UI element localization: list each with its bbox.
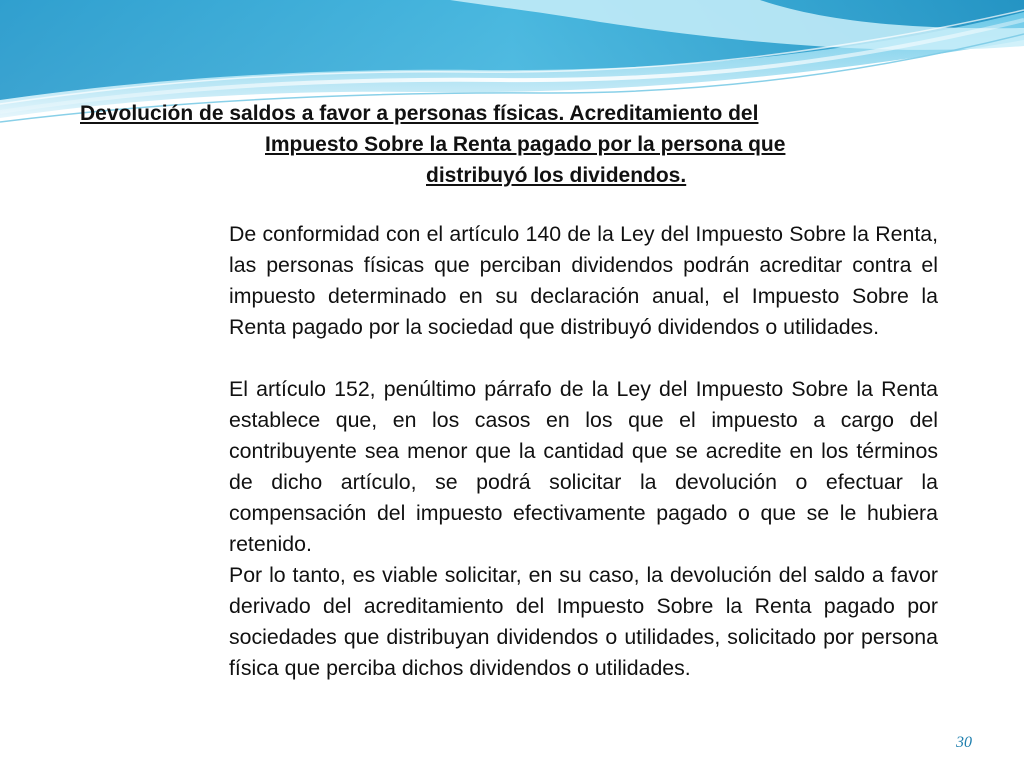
paragraph-spacer	[229, 343, 938, 374]
paragraph-article-140: De conformidad con el artículo 140 de la Ley del Impuesto Sobre la Renta, las personas físicas que perciban dividendos podrán acreditar contra el impuesto determinado en su declaración anual, el Impuesto Sobre la Renta pagado por la sociedad que distribuyó dividendos o utilidades.	[229, 222, 938, 339]
paragraph-article-152: El artículo 152, penúltimo párrafo de la Ley del Impuesto Sobre la Renta establece que, en los casos en los que el impuesto a cargo del contribuyente sea menor que la cantidad que se acredite en los términos de dicho artículo, se podrá solicitar la devolución o efectuar la compensación del impuesto efectivamente pagado o que se le hubiera retenido.	[229, 377, 938, 556]
slide-title-line-1: Devolución de saldos a favor a personas físicas. Acreditamiento del	[80, 102, 759, 125]
paragraph-conclusion: Por lo tanto, es viable solicitar, en su caso, la devolución del saldo a favor derivado del acreditamiento del Impuesto Sobre la Renta pagado por sociedades que distribuyan dividendos o utilidades, solicitado por persona física que perciba dichos dividendos o utilidades.	[229, 563, 938, 680]
page-number: 30	[956, 734, 972, 751]
slide-body	[229, 219, 938, 684]
slide-title-line-3: distribuyó los dividendos.	[426, 164, 687, 187]
slide-title	[80, 98, 915, 191]
slide-title-line-2: Impuesto Sobre la Renta pagado por la persona que	[265, 133, 786, 156]
